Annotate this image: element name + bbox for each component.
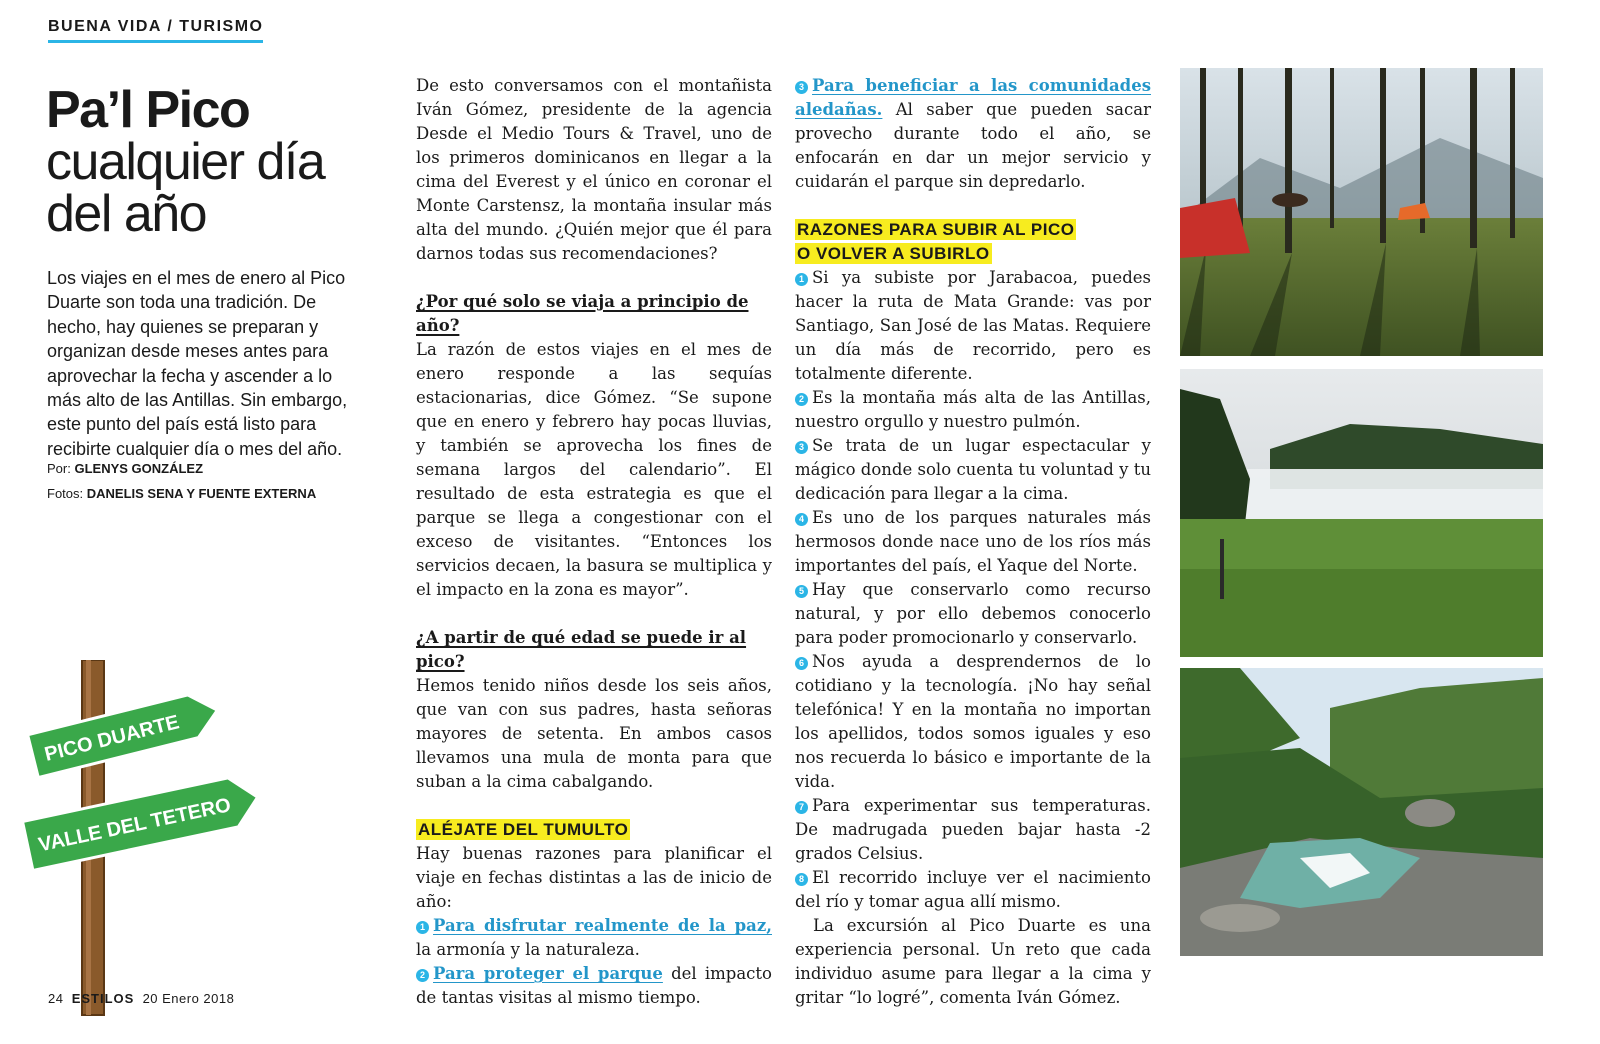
heading-razones: RAZONES PARA SUBIR AL PICO O VOLVER A SUBIRLO <box>797 220 1075 263</box>
page-number: 24 <box>48 991 64 1006</box>
number-badge-icon: 8 <box>795 873 808 886</box>
signpost-illustration <box>20 660 280 1020</box>
byline-label: Por: <box>47 461 71 476</box>
number-badge-icon: 6 <box>795 657 808 670</box>
reason-text: El recorrido incluye ver el nacimiento del río y tomar agua allí mismo. <box>795 868 1151 911</box>
number-badge-icon: 3 <box>795 81 808 94</box>
column-2 <box>416 74 772 1010</box>
answer-1: La razón de estos viajes en el mes de enero responde a las sequías estacionarias, dice Gómez. “Se supone que en enero y febrero hay pocas lluvias, y también se aprovecha los fines de semana largos del calendario”. El resultado de esta estrategia es que el parque se llega a congestionar con el exceso de visitantes. “Entonces los servicios decaen, la basura se multiplica y el impacto en la zona es mayor”. <box>416 340 772 599</box>
heading-tumulto: ALÉJATE DEL TUMULTO <box>418 820 629 839</box>
reason-item <box>795 266 1151 386</box>
reason-item <box>795 794 1151 866</box>
number-badge-icon: 1 <box>795 273 808 286</box>
magazine-name: ESTILOS <box>71 991 135 1006</box>
reason-text: Es uno de los parques naturales más hermosos donde nace uno de los ríos más importantes del país, el Yaque del Norte. <box>795 508 1151 575</box>
photo-river <box>1180 668 1543 956</box>
photo-credit-name: DANELIS SENA Y FUENTE EXTERNA <box>86 486 317 501</box>
answer-2: Hemos tenido niños desde los seis años, que van con sus padres, hasta señoras mayores de setenta. En ambos casos llevamos una mula de monta para que suban a la cima cabalgando. <box>416 676 772 791</box>
reason-1: 1 Para disfrutar realmente de la paz, la armonía y la naturaleza. <box>416 916 772 959</box>
title-line-3: del año <box>46 185 207 243</box>
lead-paragraph: Los viajes en el mes de enero al Pico Duarte son toda una tradición. De hecho, hay quienes se preparan y organizan desde meses antes para aprovechar la fecha y ascender a lo más alto de las Antillas. Sin embargo, este punto del país está listo para recibirte cualquier día o mes del año. <box>47 268 348 459</box>
intro-paragraph: De esto conversamos con el montañista Iván Gómez, presidente de la agencia Desde el Medio Tours & Travel, uno de los primeros dominicanos en llegar a la cima del Everest y el único en coronar el Monte Carstensz, la montaña insular más alta del mundo. ¿Quién mejor que él para darnos todas sus recomendaciones? <box>416 76 772 263</box>
reason-text: Se trata de un lugar espectacular y mágico donde solo cuenta tu voluntad y tu dedicación para llegar a la cima. <box>795 436 1151 503</box>
reason-text: Si ya subiste por Jarabacoa, puedes hacer la ruta de Mata Grande: vas por Santiago, San José de las Matas. Requiere un día más de recorrido, pero es totalmente diferente. <box>795 268 1151 383</box>
reason-text: Hay que conservarlo como recurso natural, y por ello debemos conocerlo para poder promocionarlo y conservarlo. <box>795 580 1151 647</box>
reason-item <box>795 650 1151 794</box>
number-badge-icon: 5 <box>795 585 808 598</box>
page-footer <box>48 991 234 1006</box>
photo-misty-valley <box>1180 369 1543 657</box>
reason-text: Nos ayuda a desprendernos de lo cotidiano y la tecnología. ¡No hay señal telefónica! Y en la montaña no importan los apellidos, todos somos iguales y eso nos recuerda lo básico e importante de la vida. <box>795 652 1151 791</box>
reason-3-link: Para beneficiar a las comunidades aledañas. <box>795 76 1151 119</box>
title-line-1: Pa’l Pico <box>46 81 250 139</box>
column-3 <box>795 74 1151 1010</box>
byline <box>47 461 203 476</box>
section-label: BUENA VIDA / TURISMO <box>48 18 263 43</box>
article-title <box>46 81 376 243</box>
byline-name: GLENYS GONZÁLEZ <box>74 461 204 476</box>
reason-text: Para experimentar sus temperaturas. De madrugada pueden bajar hasta -2 grados Celsius. <box>795 796 1151 863</box>
reason-item <box>795 866 1151 914</box>
reason-3: 3 Para beneficiar a las comunidades aledañas. Al saber que pueden sacar provecho durante todo el año, se enfocarán en dar un mejor servicio y cuidarán el parque sin depredarlo. <box>795 76 1151 191</box>
sign-pico-duarte: PICO DUARTE <box>42 711 182 766</box>
reasons-list <box>795 266 1151 914</box>
reason-item <box>795 386 1151 434</box>
reason-2: 2 Para proteger el parque del impacto de tantas visitas al mismo tiempo. <box>416 964 772 1007</box>
tumulto-intro: Hay buenas razones para planificar el viaje en fechas distintas a las de inicio de año: <box>416 844 772 911</box>
reason-item <box>795 506 1151 578</box>
number-badge-icon: 4 <box>795 513 808 526</box>
photo-credit-label: Fotos: <box>47 486 84 501</box>
question-1: ¿Por qué solo se viaja a principio de año? <box>416 292 749 335</box>
closing-paragraph: La excursión al Pico Duarte es una experiencia personal. Un reto que cada individuo asume para llegar a la cima y gritar “lo logré”, comenta Iván Gómez. <box>795 916 1151 1007</box>
issue-date: 20 Enero 2018 <box>142 991 235 1006</box>
sign-valle-del-tetero: VALLE DEL TETERO <box>36 794 233 857</box>
reason-2-link: Para proteger el parque <box>433 964 663 983</box>
reason-item <box>795 434 1151 506</box>
title-line-2: cualquier día <box>46 133 325 191</box>
photo-credit <box>47 486 316 501</box>
reason-text: Es la montaña más alta de las Antillas, nuestro orgullo y nuestro pulmón. <box>795 388 1151 431</box>
number-badge-icon: 2 <box>416 969 429 982</box>
number-badge-icon: 3 <box>795 441 808 454</box>
question-2: ¿A partir de qué edad se puede ir al pico? <box>416 628 747 671</box>
number-badge-icon: 2 <box>795 393 808 406</box>
reason-item <box>795 578 1151 650</box>
reason-1-link: Para disfrutar realmente de la paz, <box>433 916 772 935</box>
number-badge-icon: 1 <box>416 921 429 934</box>
number-badge-icon: 7 <box>795 801 808 814</box>
photo-forest-camp <box>1180 68 1543 356</box>
